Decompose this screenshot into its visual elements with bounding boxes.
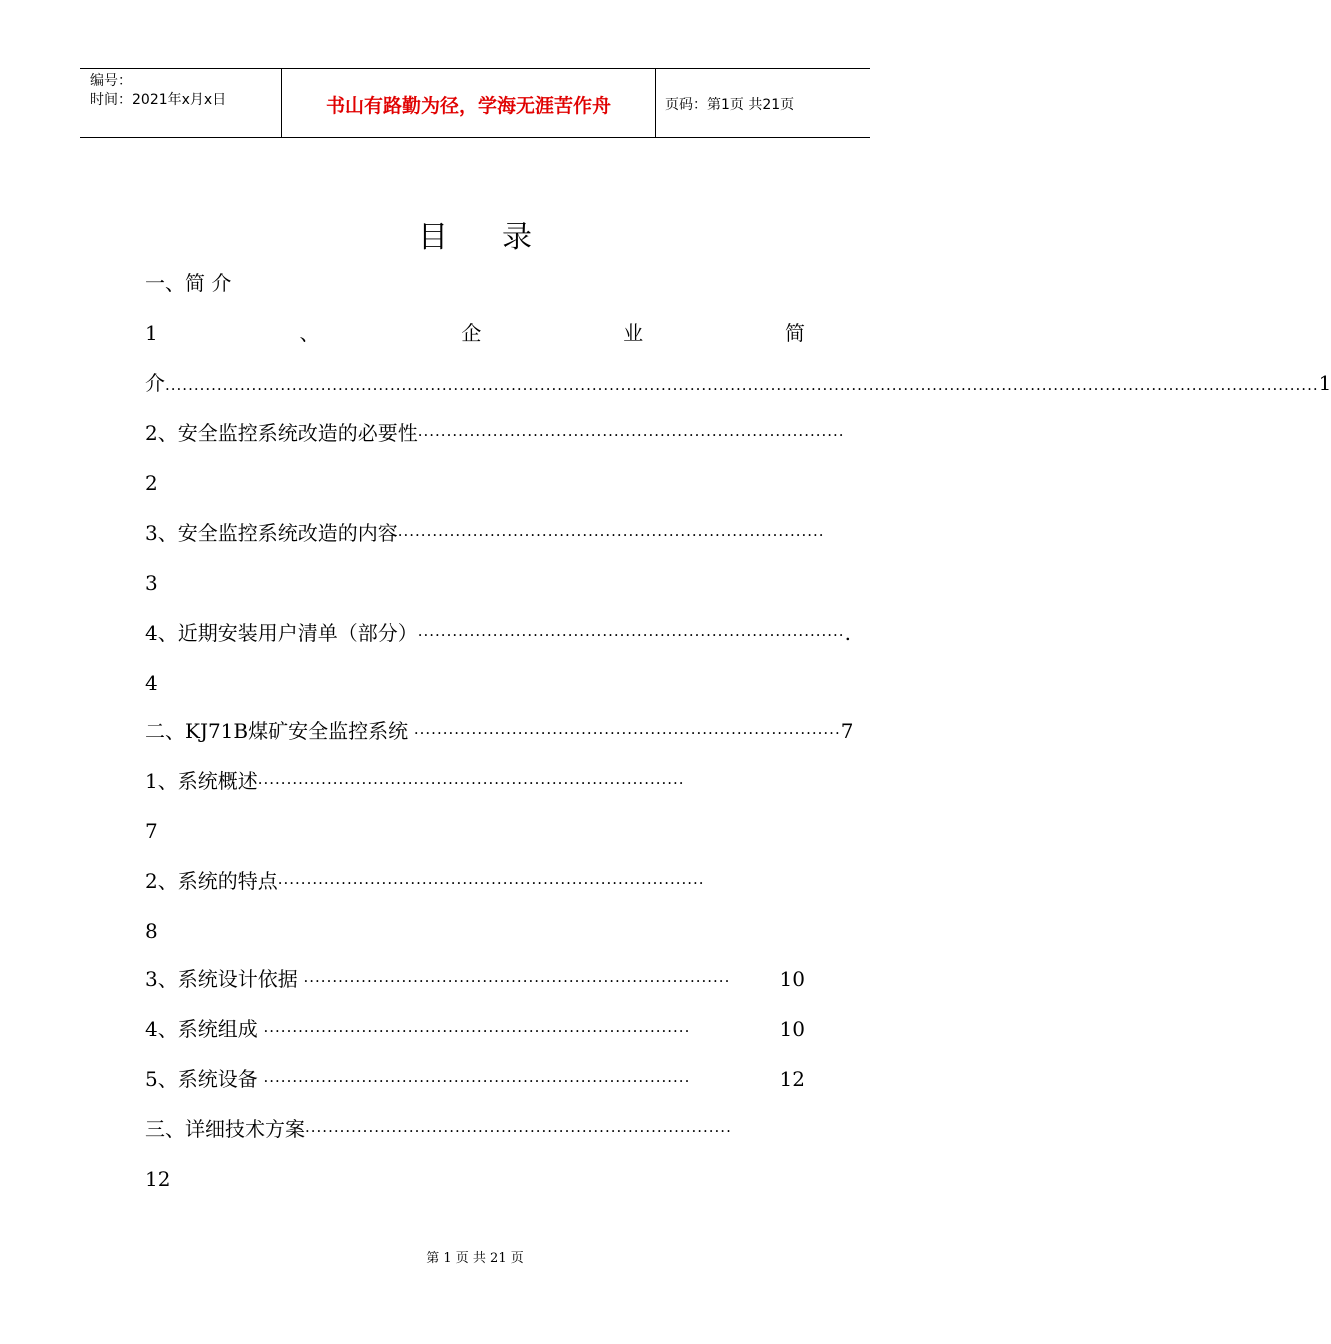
toc-leader-dots: ·········································································· — [257, 774, 685, 792]
toc-leader-dots: ·········································································· — [408, 724, 841, 742]
page-footer: 第 1 页 共 21 页 — [426, 1251, 524, 1266]
toc-trailing-dot: . — [844, 621, 851, 645]
toc-leader-dots: ·········································································· — [277, 874, 705, 892]
toc-label: 三、详细技术方案 — [145, 1117, 305, 1141]
toc-item-3 — [145, 520, 825, 548]
toc-section-2-item-1 — [145, 768, 805, 796]
toc-leader-dots: ........................................................................................................................................................................................................ — [165, 376, 1319, 394]
toc-section-2-item-2-page: 8 — [145, 919, 158, 943]
toc-leader-dots: ·········································································· — [305, 1122, 732, 1140]
toc-leader-dots: ·········································································· — [257, 1072, 691, 1090]
toc-leader-dots: ·········································································· — [297, 972, 731, 990]
toc-section-2-item-5 — [145, 1066, 805, 1094]
toc-item-1-line — [145, 320, 805, 346]
header-page-cell — [655, 69, 870, 137]
toc-label: 1、系统概述 — [145, 769, 258, 793]
toc-page-number: 10 — [779, 1017, 805, 1041]
toc-section-2-item-3 — [145, 966, 805, 994]
toc-section-2-item-2 — [145, 868, 805, 896]
toc-label: 4、系统组成 — [145, 1017, 258, 1041]
toc-leader-dots: ·········································································· — [417, 426, 845, 444]
toc-title — [0, 212, 950, 256]
toc-label: 介 — [145, 371, 165, 395]
header-meta-cell — [80, 69, 280, 137]
toc-label: 4、近期安装用户清单（部分） — [145, 621, 418, 645]
toc-title-char: 录 — [502, 220, 532, 255]
toc-label: 二、KJ71B煤矿安全监控系统 — [145, 719, 409, 743]
document-date-label: 时间：2021年x月x日 — [90, 92, 227, 108]
toc-item-3-page: 3 — [145, 571, 158, 595]
header-page-info: 页码：第1页 共21页 — [665, 97, 795, 113]
toc-page-number: 1 — [1318, 371, 1331, 395]
header-motto: 书山有路勤为径，学海无涯苦作舟 — [325, 95, 611, 117]
toc-page-number: 12 — [779, 1067, 805, 1091]
toc-section-2 — [145, 718, 854, 746]
toc-title-char: 目 — [418, 220, 448, 255]
toc-page-number: 10 — [779, 967, 805, 991]
toc-label: 5、系统设备 — [145, 1067, 258, 1091]
toc-item-1-continuation — [145, 370, 1331, 398]
header-motto-cell — [281, 69, 656, 137]
toc-item-4 — [145, 620, 851, 648]
toc-item-2 — [145, 420, 845, 448]
toc-char: 简 — [784, 321, 805, 345]
toc-section-label: 一、简 介 — [145, 271, 232, 295]
toc-char: 1 — [145, 321, 158, 345]
toc-label: 2、系统的特点 — [145, 869, 278, 893]
toc-section-2-item-4 — [145, 1016, 805, 1044]
toc-label: 2、安全监控系统改造的必要性 — [145, 421, 418, 445]
toc-label: 3、系统设计依据 — [145, 967, 298, 991]
toc-item-2-page: 2 — [145, 471, 158, 495]
toc-item-4-page: 4 — [145, 671, 158, 695]
document-number-label: 编号： — [90, 73, 132, 89]
toc-char: 、 — [299, 321, 320, 345]
toc-section-3 — [145, 1116, 805, 1144]
toc-leader-dots: ·········································································· — [257, 1022, 691, 1040]
toc-leader-dots: ·········································································· — [417, 626, 845, 644]
toc-char: 企 — [461, 321, 482, 345]
toc-page-number: 7 — [840, 719, 854, 743]
toc-char: 业 — [623, 321, 644, 345]
toc-section-1-title — [145, 270, 805, 296]
page-header — [80, 68, 870, 138]
toc-section-3-page: 12 — [145, 1167, 171, 1191]
toc-section-2-item-1-page: 7 — [145, 819, 158, 843]
toc-label: 3、安全监控系统改造的内容 — [145, 521, 398, 545]
toc-leader-dots: ·········································································· — [397, 526, 825, 544]
